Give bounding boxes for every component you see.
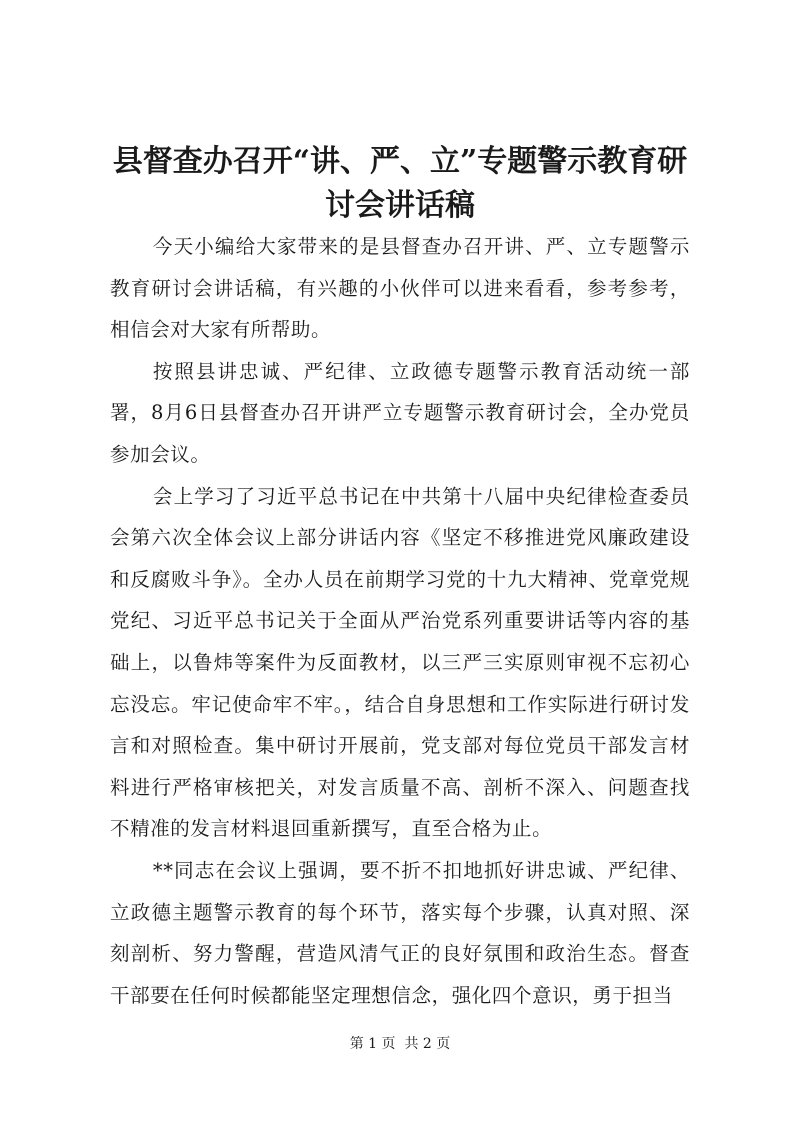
page-footer xyxy=(0,1034,800,1054)
document-body xyxy=(110,226,690,1016)
page-total: 共 2 页 xyxy=(404,1036,451,1052)
document-title: 县督查办召开“讲、严、立”专题警示教育研讨会讲话稿 xyxy=(112,144,688,223)
paragraph-speech-emphasis: **同志在会议上强调，要不折不扣地抓好讲忠诚、严纪律、立政德主题警示教育的每个环节，落实每个步骤，认真对照、深刻剖析、努力警醒，营造风清气正的良好氛围和政治生态。督查干部要在任何时候都能坚定理想信念，强化四个意识，勇于担当 xyxy=(110,858,690,1007)
paragraph-intro: 今天小编给大家带来的是县督查办召开讲、严、立专题警示教育研讨会讲话稿，有兴趣的小伙伴可以进来看看，参考参考，相信会对大家有所帮助。 xyxy=(110,235,690,342)
paragraph-study-content: 会上学习了习近平总书记在中共第十八届中央纪律检查委员会第六次全体会议上部分讲话内容《坚定不移推进党风廉政建设和反腐败斗争》。全办人员在前期学习党的十九大精神、党章党规党纪、习近平总书记关于全面从严治党系列重要讲话等内容的基础上，以鲁炜等案件为反面教材，以三严三实原则审视不忘初心忘没忘。牢记使命牢不牢。，结合自身思想和工作实际进行研讨发言和对照检查。集中研讨开展前，党支部对每位党员干部发言材料进行严格审核把关，对发言质量不高、剖析不深入、问题查找不精准的发言材料退回重新撰写，直至合格为止。 xyxy=(110,484,690,841)
paragraph-meeting-arrangement: 按照县讲忠诚、严纪律、立政德专题警示教育活动统一部署，8月6日县督查办召开讲严立专题警示教育研讨会，全办党员参加会议。 xyxy=(110,359,690,466)
page-number: 第 1 页 xyxy=(349,1036,396,1052)
